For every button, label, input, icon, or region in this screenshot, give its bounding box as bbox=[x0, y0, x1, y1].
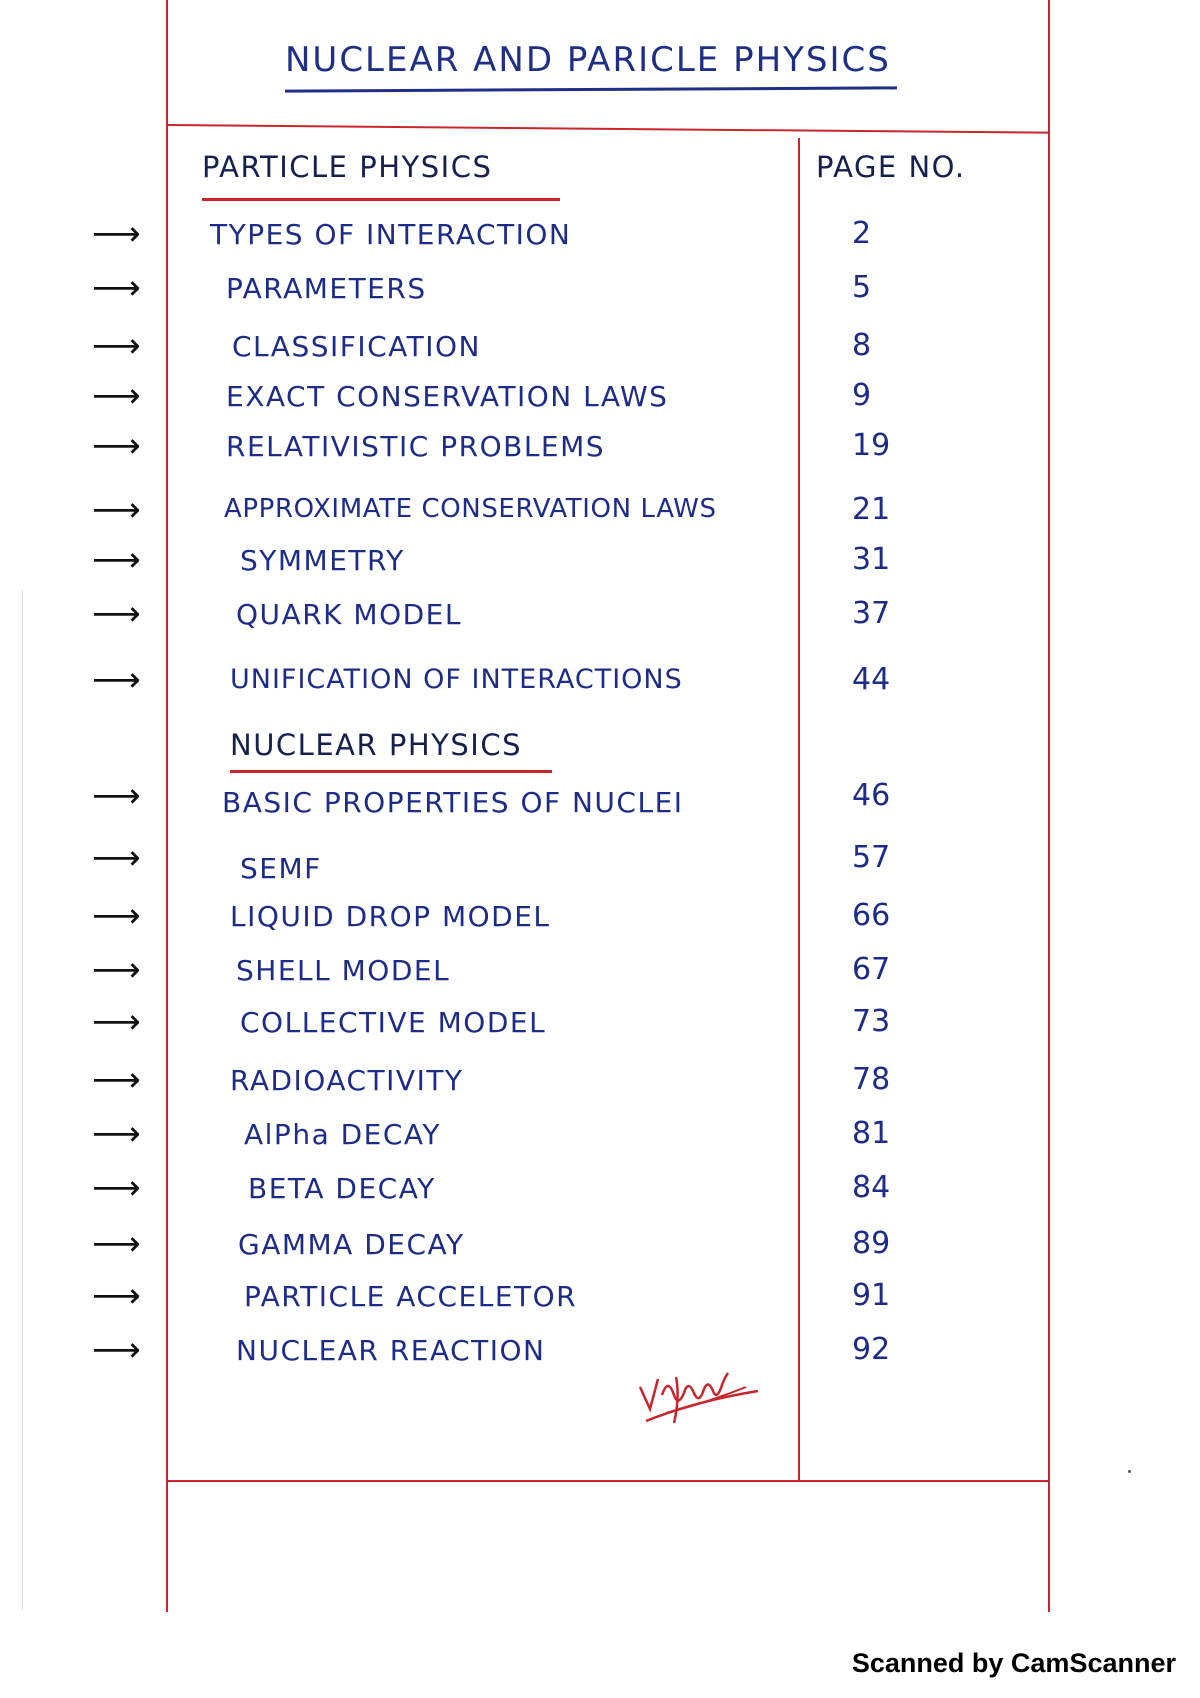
section-underline bbox=[230, 770, 552, 773]
toc-page-number: 37 bbox=[852, 596, 891, 631]
arrow-icon: ⟶ bbox=[92, 950, 141, 990]
arrow-icon: ⟶ bbox=[92, 376, 141, 416]
toc-topic: AlPha DECAY bbox=[244, 1118, 442, 1151]
arrow-icon: ⟶ bbox=[92, 1224, 141, 1264]
toc-topic: GAMMA DECAY bbox=[238, 1228, 465, 1261]
toc-topic: CLASSIFICATION bbox=[232, 330, 481, 363]
toc-topic: NUCLEAR REACTION bbox=[236, 1334, 546, 1367]
toc-topic: TYPES OF INTERACTION bbox=[210, 218, 572, 251]
toc-topic: PARTICLE ACCELETOR bbox=[244, 1280, 578, 1313]
toc-page-number: 9 bbox=[852, 378, 872, 413]
toc-topic: EXACT CONSERVATION LAWS bbox=[226, 380, 669, 413]
toc-page-number: 8 bbox=[852, 328, 872, 363]
toc-entry bbox=[0, 1168, 1200, 1220]
toc-page-number: 78 bbox=[852, 1062, 891, 1097]
toc-topic: RELATIVISTIC PROBLEMS bbox=[226, 430, 606, 463]
toc-page-number: 92 bbox=[852, 1332, 891, 1367]
toc-topic: APPROXIMATE CONSERVATION LAWS bbox=[224, 494, 717, 524]
toc-page-number: 19 bbox=[852, 428, 891, 463]
toc-topic: SYMMETRY bbox=[240, 544, 405, 577]
toc-topic: SEMF bbox=[240, 852, 322, 885]
toc-entry bbox=[0, 268, 1200, 320]
toc-entry bbox=[0, 1330, 1200, 1382]
toc-page-number: 91 bbox=[852, 1278, 891, 1313]
toc-entry bbox=[0, 326, 1200, 378]
scan-speck bbox=[1128, 1470, 1131, 1473]
toc-entry bbox=[0, 490, 1200, 542]
toc-topic: COLLECTIVE MODEL bbox=[240, 1006, 547, 1039]
toc-entry bbox=[0, 776, 1200, 828]
arrow-icon: ⟶ bbox=[92, 1168, 141, 1208]
page-title: NUCLEAR AND PARICLE PHYSICS bbox=[285, 40, 891, 80]
toc-entry bbox=[0, 660, 1200, 712]
header-rule bbox=[168, 124, 1048, 134]
toc-entry bbox=[0, 1114, 1200, 1166]
toc-entry bbox=[0, 838, 1200, 890]
toc-topic: LIQUID DROP MODEL bbox=[230, 900, 551, 933]
toc-entry bbox=[0, 426, 1200, 478]
arrow-icon: ⟶ bbox=[92, 594, 141, 634]
toc-page-number: 66 bbox=[852, 898, 891, 933]
arrow-icon: ⟶ bbox=[92, 1276, 141, 1316]
signature-mark bbox=[636, 1365, 766, 1435]
toc-page-number: 73 bbox=[852, 1004, 891, 1039]
arrow-icon: ⟶ bbox=[92, 776, 141, 816]
section-heading-nuclear-physics: NUCLEAR PHYSICS bbox=[230, 728, 522, 762]
arrow-icon: ⟶ bbox=[92, 326, 141, 366]
toc-entry bbox=[0, 214, 1200, 266]
toc-entry bbox=[0, 950, 1200, 1002]
arrow-icon: ⟶ bbox=[92, 426, 141, 466]
toc-topic: QUARK MODEL bbox=[236, 598, 462, 631]
arrow-icon: ⟶ bbox=[92, 660, 141, 700]
footer-rule bbox=[168, 1480, 1048, 1482]
toc-topic: PARAMETERS bbox=[226, 272, 427, 305]
arrow-icon: ⟶ bbox=[92, 540, 141, 580]
page-number-column-header: PAGE NO. bbox=[816, 150, 966, 184]
toc-topic: UNIFICATION OF INTERACTIONS bbox=[230, 664, 683, 695]
toc-page-number: 89 bbox=[852, 1226, 891, 1261]
toc-entry bbox=[0, 594, 1200, 646]
arrow-icon: ⟶ bbox=[92, 268, 141, 308]
toc-page-number: 57 bbox=[852, 840, 891, 875]
toc-page-number: 81 bbox=[852, 1116, 891, 1151]
toc-page-number: 44 bbox=[852, 662, 891, 697]
toc-page-number: 84 bbox=[852, 1170, 891, 1205]
toc-topic: BASIC PROPERTIES OF NUCLEI bbox=[222, 786, 684, 819]
toc-page-number: 67 bbox=[852, 952, 891, 987]
scanner-watermark: Scanned by CamScanner bbox=[851, 1648, 1176, 1678]
toc-topic: BETA DECAY bbox=[248, 1172, 436, 1205]
toc-entry bbox=[0, 1060, 1200, 1112]
toc-entry bbox=[0, 896, 1200, 948]
arrow-icon: ⟶ bbox=[92, 1002, 141, 1042]
toc-entry bbox=[0, 1276, 1200, 1328]
section-underline bbox=[202, 198, 560, 201]
toc-entry bbox=[0, 540, 1200, 592]
arrow-icon: ⟶ bbox=[92, 490, 141, 530]
arrow-icon: ⟶ bbox=[92, 838, 141, 878]
toc-page-number: 5 bbox=[852, 270, 872, 305]
toc-topic: RADIOACTIVITY bbox=[230, 1064, 464, 1097]
toc-entry bbox=[0, 1002, 1200, 1054]
arrow-icon: ⟶ bbox=[92, 1114, 141, 1154]
arrow-icon: ⟶ bbox=[92, 1060, 141, 1100]
toc-page-number: 2 bbox=[852, 216, 872, 251]
title-underline bbox=[285, 86, 897, 92]
toc-page-number: 31 bbox=[852, 542, 891, 577]
toc-page-number: 46 bbox=[852, 778, 891, 813]
toc-entry bbox=[0, 1224, 1200, 1276]
toc-topic: SHELL MODEL bbox=[236, 954, 451, 987]
toc-entry bbox=[0, 376, 1200, 428]
arrow-icon: ⟶ bbox=[92, 1330, 141, 1370]
section-heading-particle-physics: PARTICLE PHYSICS bbox=[202, 150, 493, 184]
arrow-icon: ⟶ bbox=[92, 896, 141, 936]
arrow-icon: ⟶ bbox=[92, 214, 141, 254]
toc-page-number: 21 bbox=[852, 492, 891, 527]
